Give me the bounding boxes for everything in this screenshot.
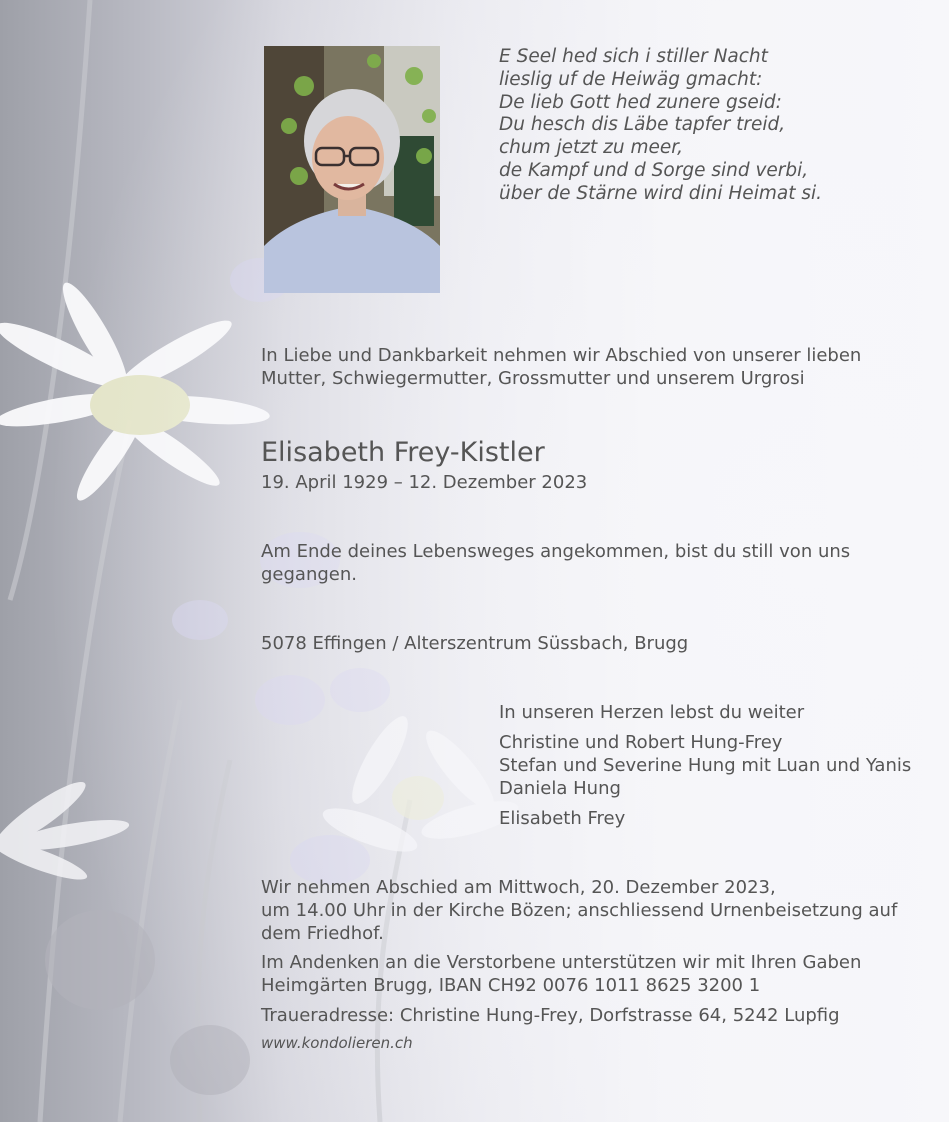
mourner: Stefan und Severine Hung mit Luan und Yanis xyxy=(499,755,912,776)
funeral-details xyxy=(261,876,931,945)
poem-line: E Seel hed sich i stiller Nacht xyxy=(499,46,768,67)
mourning-address: Traueradresse: Christine Hung-Frey, Dorfstrasse 64, 5242 Lupfig xyxy=(261,1005,840,1026)
farewell-text xyxy=(261,540,901,586)
deceased-name: Elisabeth Frey-Kistler xyxy=(261,437,545,468)
intro-line: In Liebe und Dankbarkeit nehmen wir Abschied von unserer lieben xyxy=(261,345,862,366)
portrait-photo xyxy=(264,46,440,293)
donation-info xyxy=(261,951,931,997)
poem-line: Du hesch dis Läbe tapfer treid, xyxy=(499,114,786,136)
life-dates: 19. April 1929 – 12. Dezember 2023 xyxy=(261,472,588,493)
mourner: Daniela Hung xyxy=(499,778,621,799)
intro-line: Mutter, Schwiegermutter, Grossmutter und unserem Urgrosi xyxy=(261,368,805,389)
mourner: Christine und Robert Hung-Frey xyxy=(499,732,783,753)
funeral-line: um 14.00 Uhr in der Kirche Bözen; anschliessend Urnenbeisetzung auf xyxy=(261,900,898,921)
intro-text xyxy=(261,344,901,390)
poem-line: chum jetzt zu meer, xyxy=(499,137,684,159)
mourners-list xyxy=(499,731,911,830)
location: 5078 Effingen / Alterszentrum Süssbach, Brugg xyxy=(261,633,689,654)
funeral-line: Wir nehmen Abschied am Mittwoch, 20. Dezember 2023, xyxy=(261,877,776,898)
poem-line: de Kampf und d Sorge sind verbi, xyxy=(499,159,809,181)
farewell-line: gegangen. xyxy=(261,564,357,585)
poem-line: De lieb Gott hed zunere gseid: xyxy=(499,91,782,113)
website-link[interactable]: www.kondolieren.ch xyxy=(261,1034,413,1052)
poem-line: lieslig uf de Heiwäg gmacht: xyxy=(499,68,763,90)
donation-line: Im Andenken an die Verstorbene unterstützen wir mit Ihren Gaben xyxy=(261,952,862,973)
poem xyxy=(499,46,929,206)
funeral-line: dem Friedhof. xyxy=(261,923,384,944)
donation-line: Heimgärten Brugg, IBAN CH92 0076 1011 8625 3200 1 xyxy=(261,975,761,996)
poem-line: über de Stärne wird dini Heimat si. xyxy=(499,182,822,204)
mourner: Elisabeth Frey xyxy=(499,808,626,829)
farewell-line: Am Ende deines Lebensweges angekommen, bist du still von uns xyxy=(261,541,851,562)
remembrance-line: In unseren Herzen lebst du weiter xyxy=(499,702,805,723)
